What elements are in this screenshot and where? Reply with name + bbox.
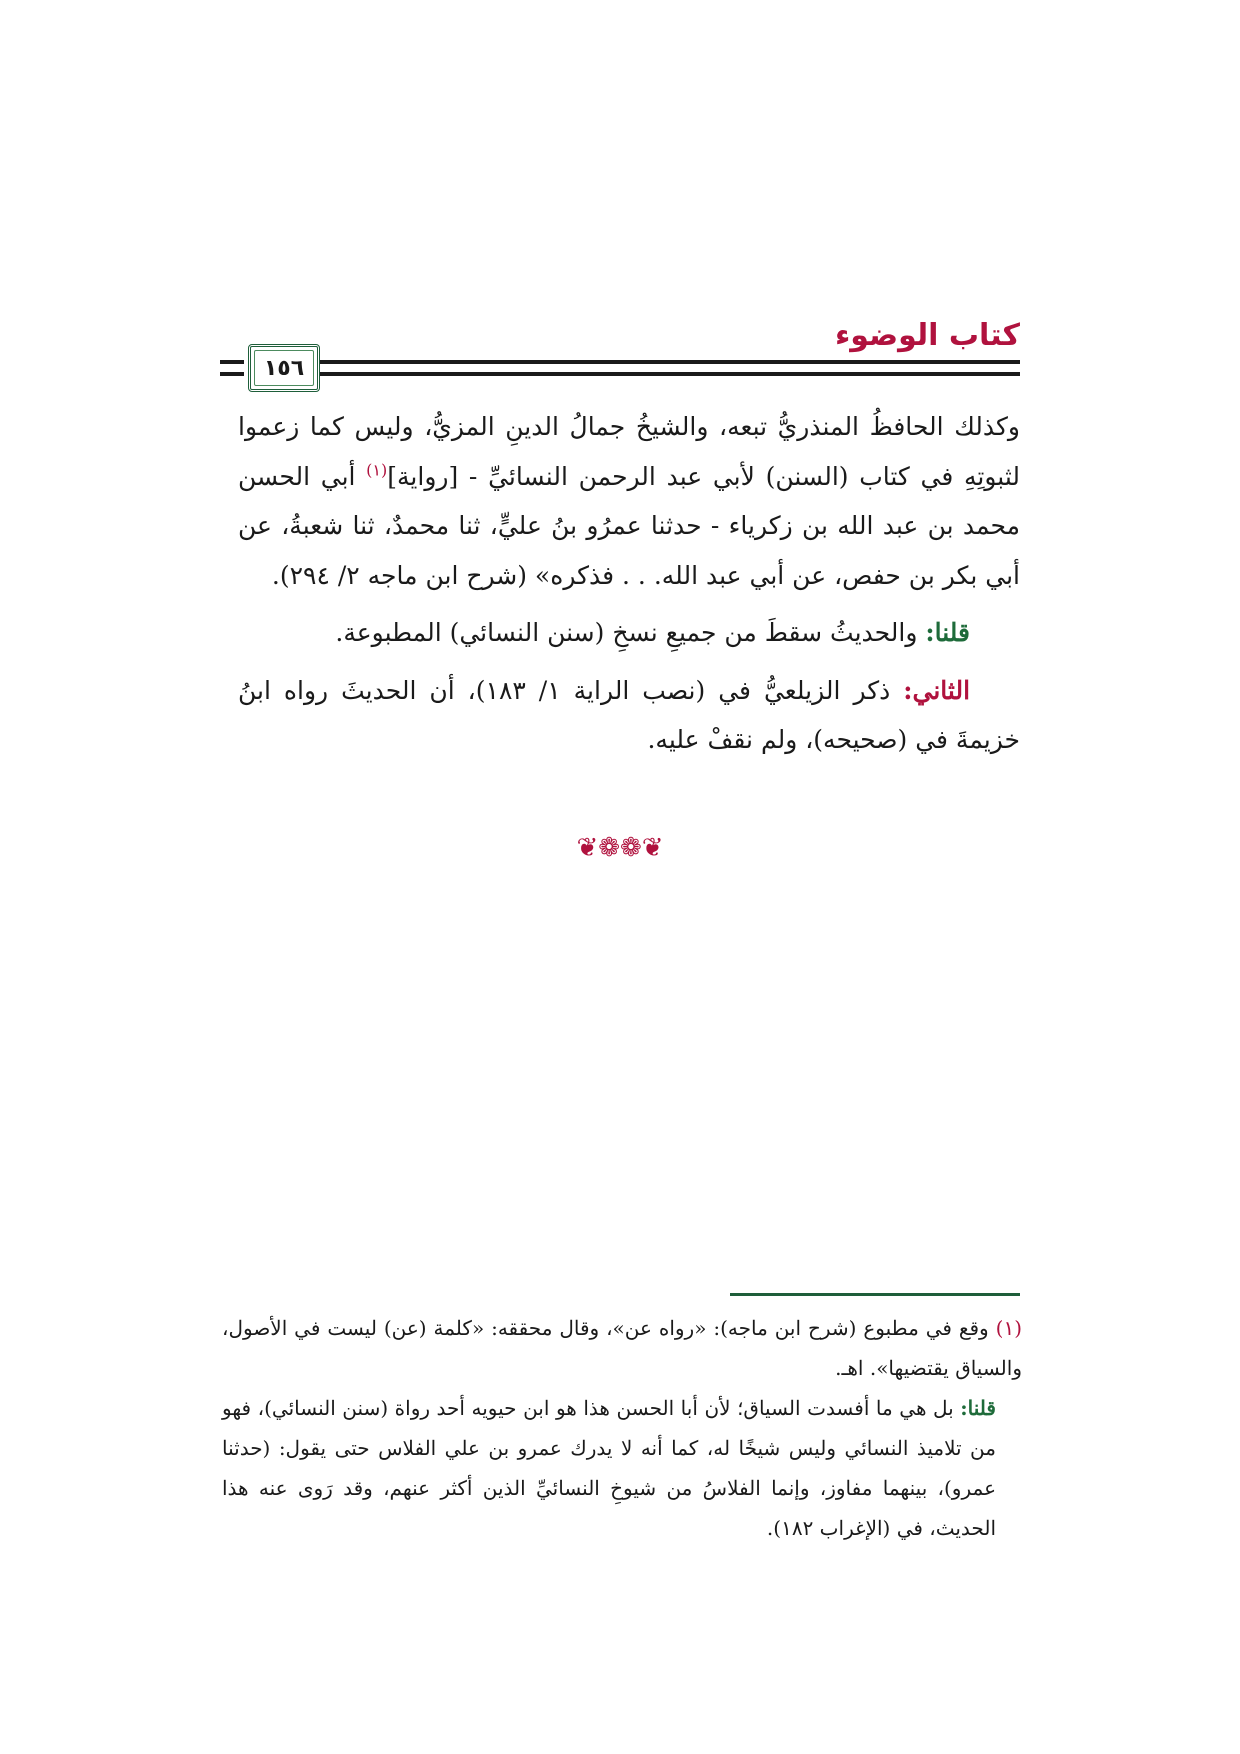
footnote-reference[interactable]: (١) (366, 460, 388, 480)
footnote-1-number: (١) (995, 1316, 1022, 1340)
page-header (220, 300, 1020, 390)
paragraph-3 (238, 666, 1020, 765)
footnotes (222, 1308, 1022, 1548)
footnote-1-note-text: بل هي ما أفسدت السياق؛ لأن أبا الحسن هذا هو ابن حيويه أحد رواة (سنن النسائي)، فهو من تلاميذ النسائي وليس شيخًا له، كما أنه لا يدرك عمرو بن علي الفلاس حتى يقول: (حدثنا عمرو)، بينهما مفاوز، وإنما الفلاسُ من شيوخِ النسائيِّ الذين أكثر عنهم، وقد رَوى عنه هذا الحديث، في (الإغراب ١٨٢). (222, 1396, 996, 1540)
paragraph-2 (238, 608, 1020, 658)
page-number: ١٥٦ (263, 355, 305, 381)
section-end-ornament: ❦❁❁❦ (576, 833, 664, 863)
paragraph-1-text: وكذلك الحافظُ المنذريُّ تبعه، والشيخُ جمالُ الدينِ المزيُّ، وليس كما زعموا لثبوتِهِ في كتاب (السنن) لأبي عبد الرحمن النسائيِّ - [رواية] (238, 412, 1020, 491)
paragraph-2-lead: قلنا: (925, 618, 970, 647)
main-text (238, 402, 1020, 765)
running-title: كتاب الوضوء (834, 318, 1020, 353)
footnote-1-note-lead: قلنا: (960, 1396, 996, 1420)
header-rule-bottom (270, 372, 1020, 376)
footnote-1-note (222, 1388, 1022, 1548)
paragraph-3-text: ذكر الزيلعيُّ في (نصب الراية ١/ ١٨٣)، أن الحديثَ رواه ابنُ خزيمةَ في (صحيحه)، ولم نقفْ عليه. (238, 675, 1020, 754)
header-rule-left-top (220, 360, 244, 364)
paragraph-1 (238, 402, 1020, 600)
footnote-1-text: وقع في مطبوع (شرح ابن ماجه): «رواه عن»، وقال محققه: «كلمة (عن) ليست في الأصول، والسياق يقتضيها». اهـ. (222, 1316, 1022, 1380)
paragraph-2-text: والحديثُ سقطَ من جميعِ نسخِ (سنن النسائي) المطبوعة. (335, 618, 926, 647)
footnote-1 (222, 1308, 1022, 1388)
header-rule-left-bottom (220, 372, 244, 376)
paragraph-1-continued: أبي الحسن محمد بن عبد الله بن زكرياء - حدثنا عمرُو بنُ عليٍّ، ثنا محمدٌ، ثنا شعبةُ، عن أبي بكر بن حفص، عن أبي عبد الله. . . فذكره» (شرح ابن ماجه ٢/ ٢٩٤). (238, 461, 1020, 590)
header-rule-top (270, 360, 1020, 364)
paragraph-3-lead: الثاني: (903, 675, 971, 705)
footnote-separator (730, 1293, 1020, 1296)
page-number-frame (248, 344, 320, 392)
